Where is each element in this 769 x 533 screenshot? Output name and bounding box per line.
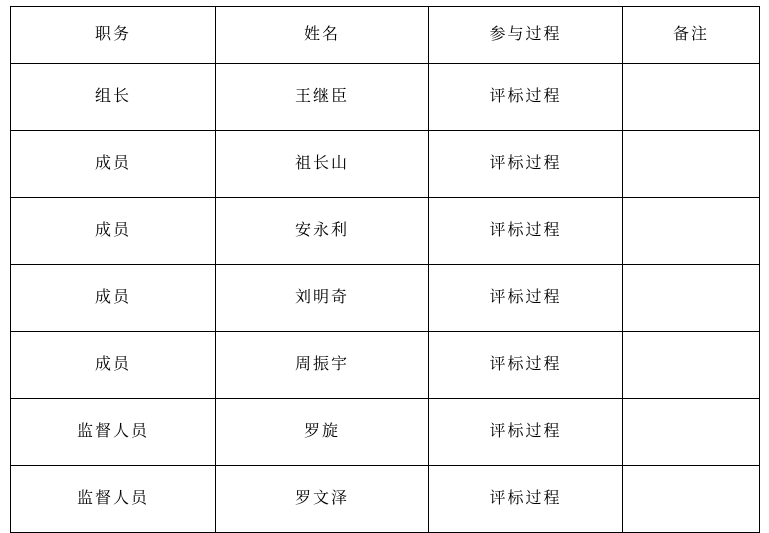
table-row: [11, 265, 760, 332]
cell-name: 祖长山: [216, 131, 429, 198]
cell-role: 组长: [11, 64, 216, 131]
cell-name: 罗文泽: [216, 466, 429, 533]
cell-role: 监督人员: [11, 399, 216, 466]
cell-process: 评标过程: [429, 64, 623, 131]
cell-name: 安永利: [216, 198, 429, 265]
evaluation-committee-table: [10, 6, 760, 533]
column-header-role: 职务: [11, 7, 216, 64]
cell-role: 成员: [11, 265, 216, 332]
column-header-process: 参与过程: [429, 7, 623, 64]
table-row: [11, 131, 760, 198]
cell-role: 监督人员: [11, 466, 216, 533]
cell-process: 评标过程: [429, 399, 623, 466]
cell-process: 评标过程: [429, 131, 623, 198]
table-row: [11, 332, 760, 399]
cell-name: 罗旋: [216, 399, 429, 466]
table-row: [11, 466, 760, 533]
cell-name: 王继臣: [216, 64, 429, 131]
table-header-row: [11, 7, 760, 64]
table-row: [11, 399, 760, 466]
cell-remark: [623, 332, 760, 399]
cell-remark: [623, 399, 760, 466]
cell-process: 评标过程: [429, 265, 623, 332]
cell-remark: [623, 131, 760, 198]
cell-process: 评标过程: [429, 466, 623, 533]
column-header-name: 姓名: [216, 7, 429, 64]
cell-remark: [623, 466, 760, 533]
cell-remark: [623, 198, 760, 265]
cell-name: 周振宇: [216, 332, 429, 399]
cell-role: 成员: [11, 131, 216, 198]
cell-process: 评标过程: [429, 332, 623, 399]
cell-process: 评标过程: [429, 198, 623, 265]
table-row: [11, 64, 760, 131]
cell-role: 成员: [11, 332, 216, 399]
cell-role: 成员: [11, 198, 216, 265]
cell-name: 刘明奇: [216, 265, 429, 332]
column-header-remark: 备注: [623, 7, 760, 64]
cell-remark: [623, 265, 760, 332]
cell-remark: [623, 64, 760, 131]
table-row: [11, 198, 760, 265]
